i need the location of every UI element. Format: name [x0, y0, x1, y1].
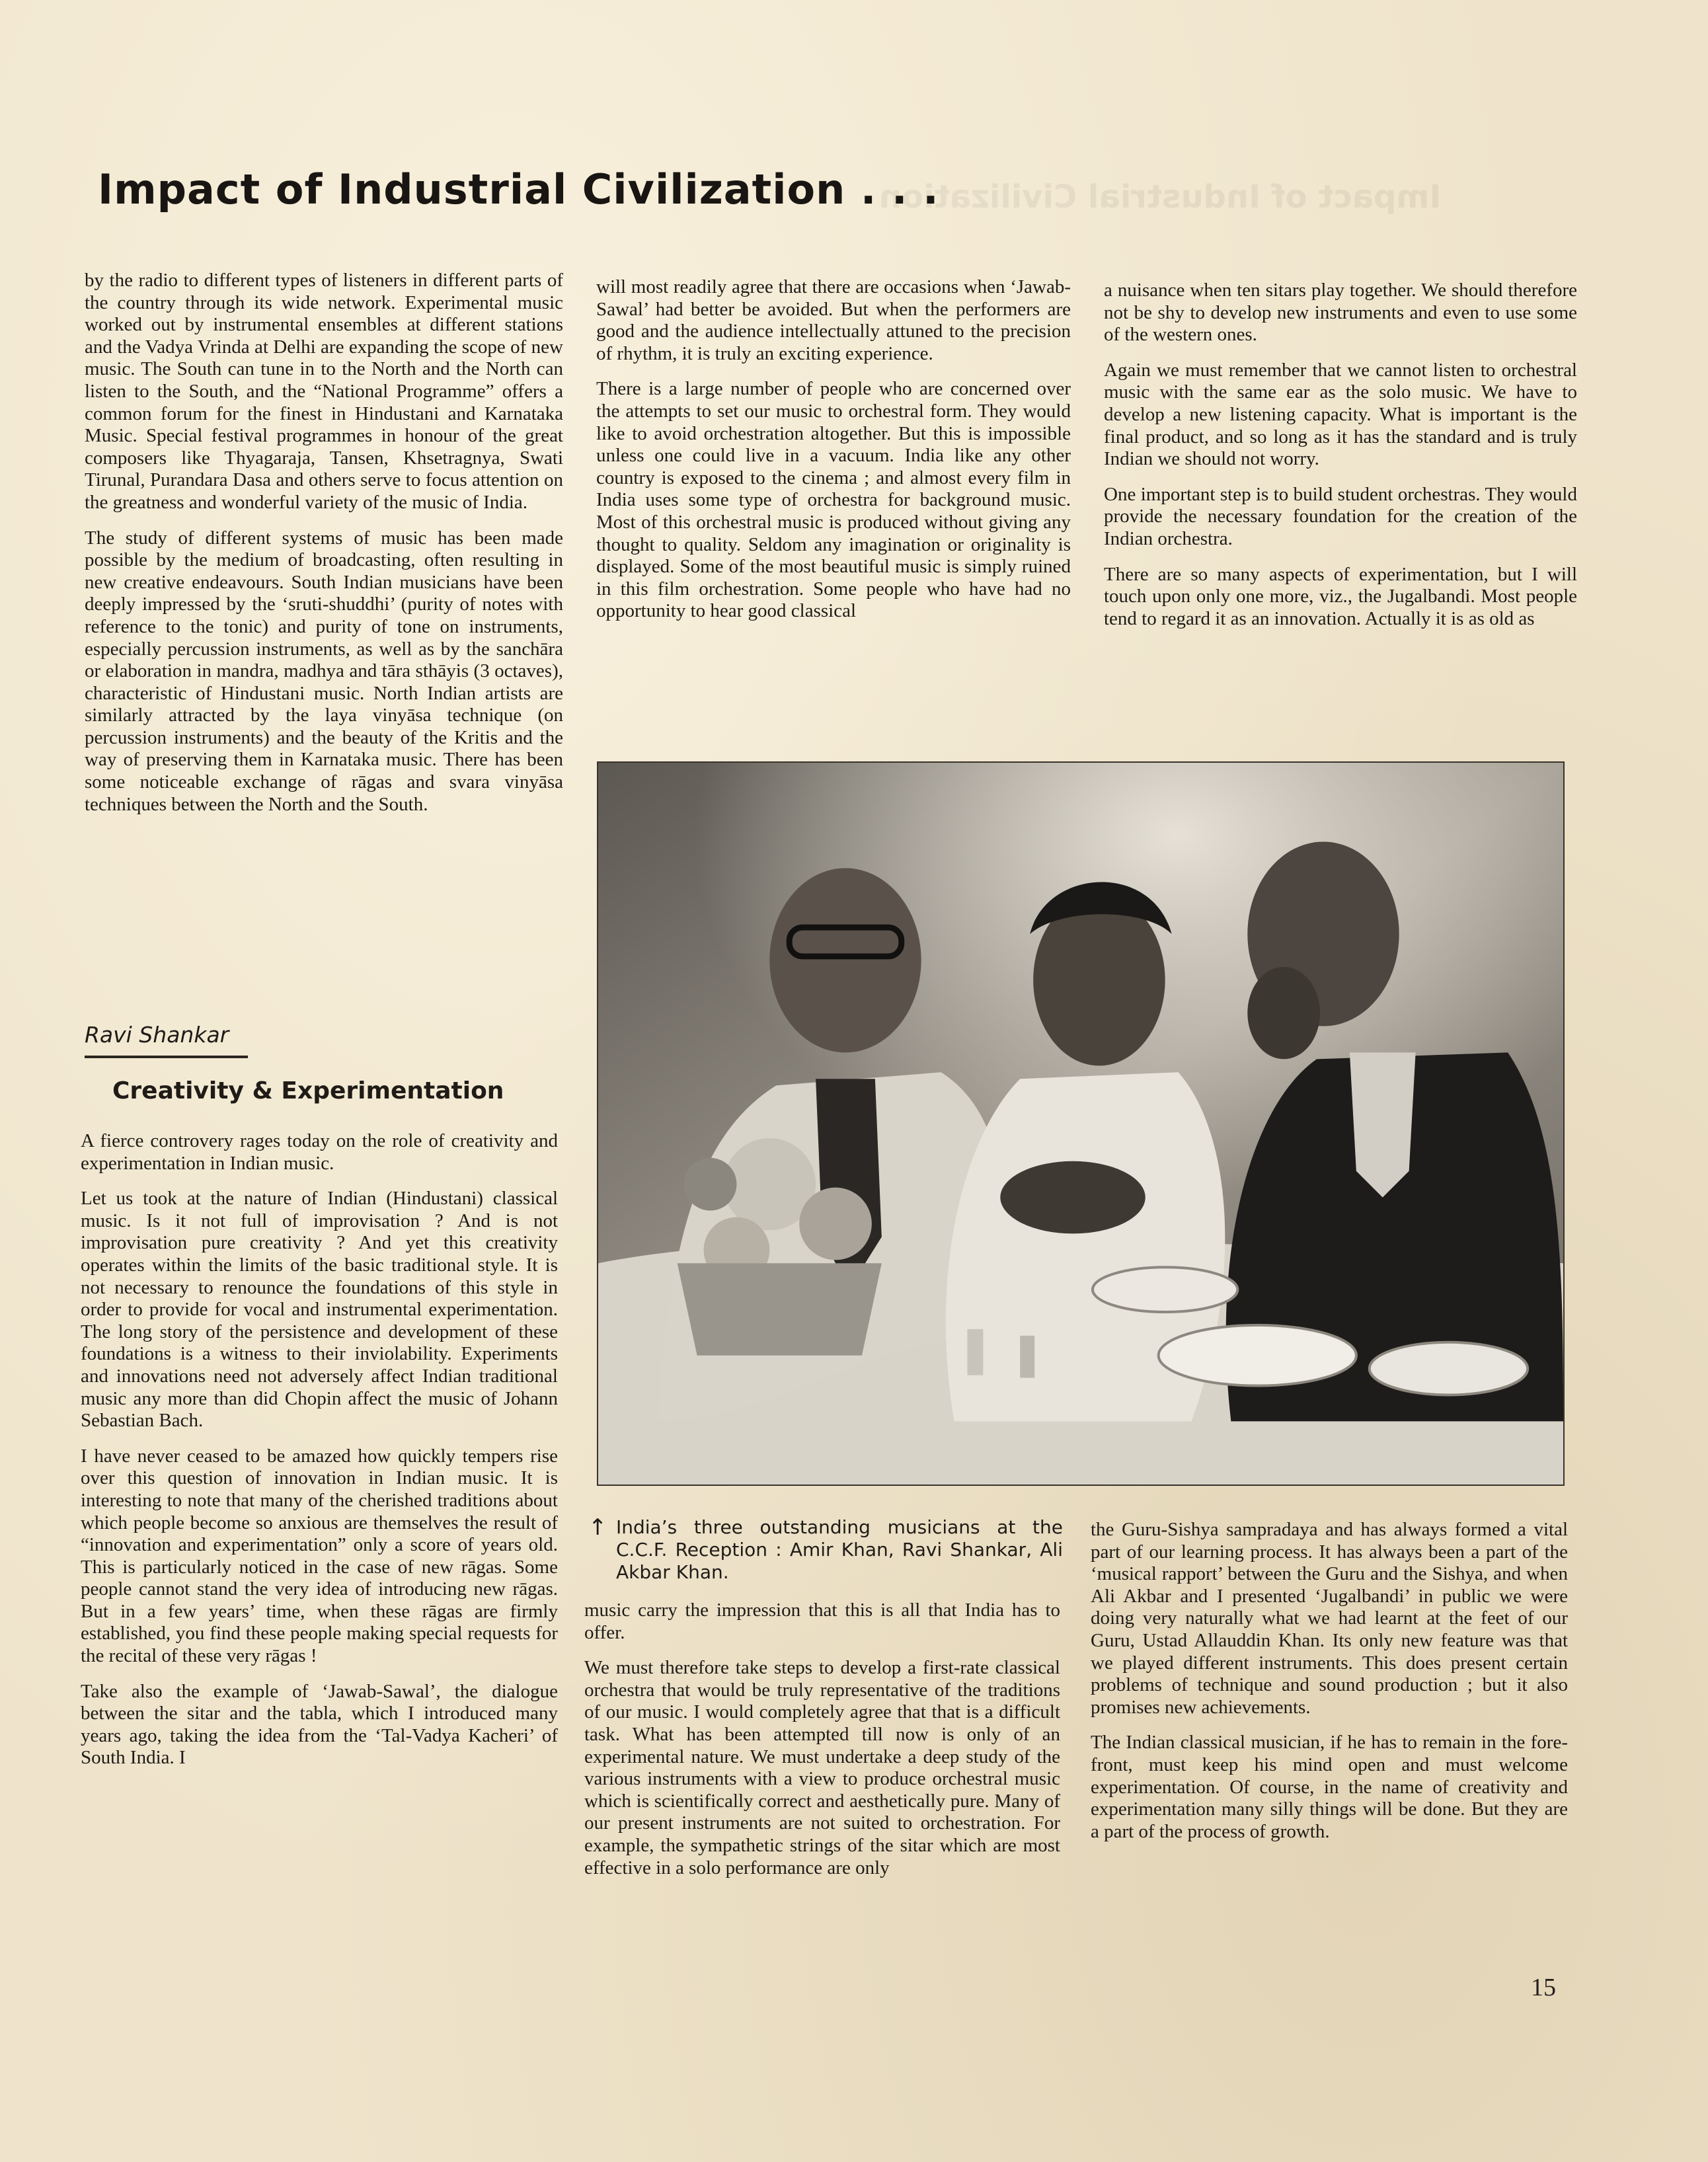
glass	[1020, 1336, 1034, 1378]
paragraph: The study of different systems of music has been made possible by the medium of broadcasting, often resulting in new creative endeavours. South Indian musicians have been deeply impressed by the ‘sruti-shuddhi’ (purity of notes with reference to the tonic) and purity of tone on instruments, especially percussion instruments, as well as by the sanchāra or elaboration in mandra, madhya and tāra sthāyis (3 octaves), characteristic of Hindustani music. North Indian artists are similarly attracted by the laya vinyāsa technique (on percussion instruments) and the beauty of the Kritis and the way of preserving them in Karnataka music. There has been some noticeable exchange of rāgas and svara vinyāsa techniques between the North and the South.	[85, 527, 563, 815]
plate	[1093, 1267, 1237, 1312]
paragraph: One important step is to build student orchestras. They would provide the necessary foundation for the creation of the Indian orchestra.	[1104, 483, 1577, 549]
paragraph: Again we must remember that we cannot listen to orchestral music with the same ear as the solo music. We have to develop a new listening capacity. What is important is the final product, and so long as it has the standard and is truly Indian we should not worry.	[1104, 359, 1577, 470]
article-title: Impact of Industrial Civilization . . .	[98, 165, 939, 213]
column-1-bottom	[81, 1130, 558, 1783]
head	[769, 868, 921, 1052]
byline-underline	[85, 1056, 248, 1058]
plate	[1370, 1342, 1528, 1395]
caption-text: India’s three outstanding musicians at the C.C.F. Reception : Amir Khan, Ravi Shankar, Ali Akbar Khan.	[616, 1516, 1063, 1583]
section-heading: Creativity & Experimentation	[112, 1077, 504, 1104]
column-2-bottom	[584, 1600, 1060, 1892]
page-number: 15	[1531, 1974, 1556, 2001]
paragraph: A fierce controvery rages today on the role of creativity and experimentation in Indian music.	[81, 1130, 558, 1174]
musicians-photograph	[597, 761, 1565, 1486]
paragraph: Take also the example of ‘Jawab-Sawal’, the dialogue between the sitar and the tabla, which I introduced many years ago, taking the idea from the ‘Tal-Vadya Kacheri’ of South India. I	[81, 1680, 558, 1769]
paragraph: the Guru-Sishya sampradaya and has always formed a vital part of our learning process. It has always been a part of the ‘musical rapport’ between the Guru and the Sishya, and when Ali Akbar and I presented ‘Jugalbandi’ in public we were doing very naturally what we had learnt at the feet of our Guru, Ustad Allauddin Khan. Its only new feature was that we played different instruments. This does present certain problems of technique and sound production ; but it also promises new achievements.	[1091, 1519, 1568, 1718]
photo-illustration	[598, 763, 1563, 1485]
up-arrow-icon: ↑	[588, 1514, 607, 1541]
paragraph: The Indian classical musician, if he has to remain in the fore-front, must keep his mind open and must welcome experimentation. Of course, in the name of creativity and experimentation many silly things will be done. But they are a part of the process of growth.	[1091, 1732, 1568, 1842]
author-byline: Ravi Shankar	[85, 1022, 229, 1048]
paragraph: We must therefore take steps to develop a first-rate classical orchestra that would be truly representative of the traditions of our music. I would completely agree that that is a difficult task. What has been attempted till now is only of an experimental nature. We must undertake a deep study of the various instruments with a view to produce orchestral music which is scientifically correct and aesthetically pure. Many of our present instruments are not suited to orchestration. For example, the sympathetic strings of the sitar which are most effective in a solo performance are only	[584, 1657, 1060, 1878]
paragraph: There are so many aspects of experimentation, but I will touch upon only one more, viz., the Jugalbandi. Most people tend to regard it as an innovation. Actually it is as old as	[1104, 563, 1577, 629]
column-1-top	[85, 270, 563, 829]
paragraph: will most readily agree that there are occasions when ‘Jawab-Sawal’ had better be avoided. But when the performers are good and the audience intellectually attuned to the precision of rhythm, it is truly an exciting experience.	[596, 276, 1071, 364]
clasped-hands	[1000, 1161, 1145, 1234]
show-through-title: Impact of Industrial Civilization	[879, 178, 1442, 215]
photo-caption	[588, 1516, 1063, 1584]
paragraph: music carry the impression that this is all that India has to offer.	[584, 1600, 1060, 1643]
paragraph: a nuisance when ten sitars play together. We should therefore not be shy to develop new instruments and even to use some of the western ones.	[1104, 280, 1577, 346]
plate	[1159, 1325, 1356, 1386]
paragraph: Let us took at the nature of Indian (Hindustani) classical music. Is it not full of improvisation ? And is not improvisation pure creativity ? And yet this creativity operates within the limits of the basic traditional style. It is not necessary to renounce the foundations of this style in order to provide for vocal and instrumental experimentation. The long story of the persistence and development of these foundations is a witness to their inviolability. Experiments and innovations need not adversely affect Indian traditional music any more than did Chopin affect the music of Johann Sebastian Bach.	[81, 1188, 558, 1432]
hand	[1247, 967, 1320, 1059]
column-2-top	[596, 276, 1071, 636]
column-3-bottom	[1091, 1519, 1568, 1856]
paragraph: I have never ceased to be amazed how quickly tempers rise over this question of innovation in Indian music. It is interesting to note that many of the cherished traditions about which people become so anxious are themselves the result of “innovation and experimentation” only a score of years old. This is particularly noticed in the case of new rāgas. Some people cannot stand the very idea of introducing new rāgas. But in a few years’ time, when these rāgas are firmly established, you find these people making special requests for the recital of these very rāgas !	[81, 1445, 558, 1667]
paragraph: by the radio to different types of listeners in different parts of the country through its wide network. Experimental music worked out by instrumental ensembles at different stations and the Vadya Vrinda at Delhi are expanding the scope of new music. The South can tune in to the North and the North can listen to the South, and the “National Programme” offers a common forum for the finest in Hindustani and Karnataka Music. Special festival programmes in honour of the great composers like Thyagaraja, Tansen, Khsetragnya, Swati Tirunal, Purandara Dasa and others serve to focus attention on the greatness and wonderful variety of the music of India.	[85, 270, 563, 513]
paragraph: There is a large number of people who are concerned over the attempts to set our music to orchestral form. They would like to avoid orchestration altogether. But this is impossible unless one could live in a vacuum. India like any other country is exposed to the cinema ; and almost every film in India uses some type of orchestra for background music. Most of this orchestral music is produced without giving any thought to quality. Seldom any imagination or originality is displayed. Some of the most beautiful music is simply ruined in this film orchestration. Some people who have had no opportunity to hear good classical	[596, 378, 1071, 622]
column-3-top	[1104, 280, 1577, 643]
glass	[967, 1329, 983, 1375]
